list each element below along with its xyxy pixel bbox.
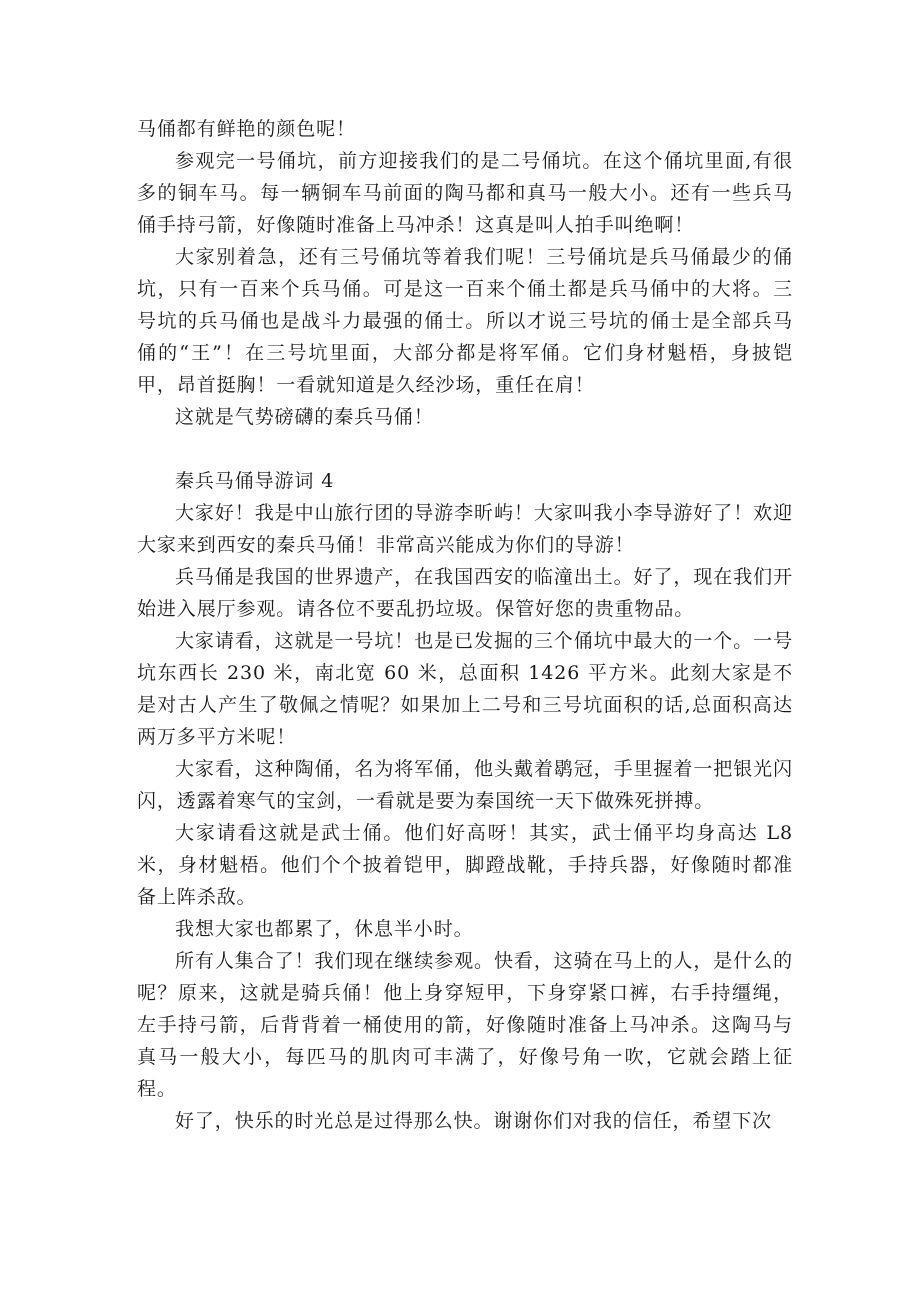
document-body: [137, 113, 793, 1137]
paragraph: 参观完一号俑坑，前方迎接我们的是二号俑坑。在这个俑坑里面,有很多的铜车马。每一辆铜车马前面的陶马都和真马一般大小。还有一些兵马俑手持弓箭，好像随时准备上马冲杀！这真是叫人拍手叫绝啊！: [137, 150, 793, 236]
section-title: 秦兵马俑导游词 4: [175, 470, 335, 492]
paragraph: 大家好！我是中山旅行团的导游李昕屿！大家叫我小李导游好了！欢迎大家来到西安的秦兵马俑！非常高兴能成为你们的导游！: [137, 502, 793, 556]
paragraph: 我想大家也都累了，休息半小时。: [175, 918, 474, 940]
paragraph: 兵马俑是我国的世界遗产，在我国西安的临潼出土。好了，现在我们开始进入展厅参观。请各位不要乱扔垃圾。保管好您的贵重物品。: [137, 566, 793, 620]
paragraph: 所有人集合了！我们现在继续参观。快看，这骑在马上的人，是什么的呢？原来，这就是骑兵俑！他上身穿短甲，下身穿紧口裤，右手持缰绳，左手持弓箭，后背背着一桶使用的箭，好像随时准备上马冲杀。这陶马与真马一般大小，每匹马的肌肉可丰满了，好像号角一吹，它就会踏上征程。: [137, 950, 793, 1100]
paragraph: 好了，快乐的时光总是过得那么快。谢谢你们对我的信任，希望下次: [175, 1110, 773, 1132]
paragraph-continued: 马俑都有鲜艳的颜色呢！: [137, 118, 356, 140]
blank-line: [137, 433, 793, 465]
paragraph: 大家请看，这就是一号坑！也是已发掘的三个俑坑中最大的一个。一号坑东西长 230 米，南北宽 60 米，总面积 1426 平方米。此刻大家是不是对古人产生了敬佩之情呢？如果加上二号和三号坑面积的话,总面积高达两万多平方米呢！: [137, 630, 793, 748]
paragraph: 大家看，这种陶俑，名为将军俑，他头戴着鹖冠，手里握着一把银光闪闪，透露着寒气的宝剑，一看就是要为秦国统一天下做殊死拼搏。: [137, 758, 793, 812]
paragraph: 大家请看这就是武士俑。他们好高呀！其实，武士俑平均身高达 L8 米，身材魁梧。他们个个披着铠甲，脚蹬战靴，手持兵器，好像随时都准备上阵杀敌。: [137, 822, 793, 908]
paragraph: 大家别着急，还有三号俑坑等着我们呢！三号俑坑是兵马俑最少的俑坑，只有一百来个兵马俑。可是这一百来个俑土都是兵马俑中的大将。三号坑的兵马俑也是战斗力最强的俑士。所以才说三号坑的俑士是全部兵马俑的“王”！在三号坑里面，大部分都是将军俑。它们身材魁梧，身披铠甲，昂首挺胸！一看就知道是久经沙场，重任在肩！: [137, 246, 793, 396]
paragraph: 这就是气势磅礴的秦兵马俑！: [175, 406, 434, 428]
